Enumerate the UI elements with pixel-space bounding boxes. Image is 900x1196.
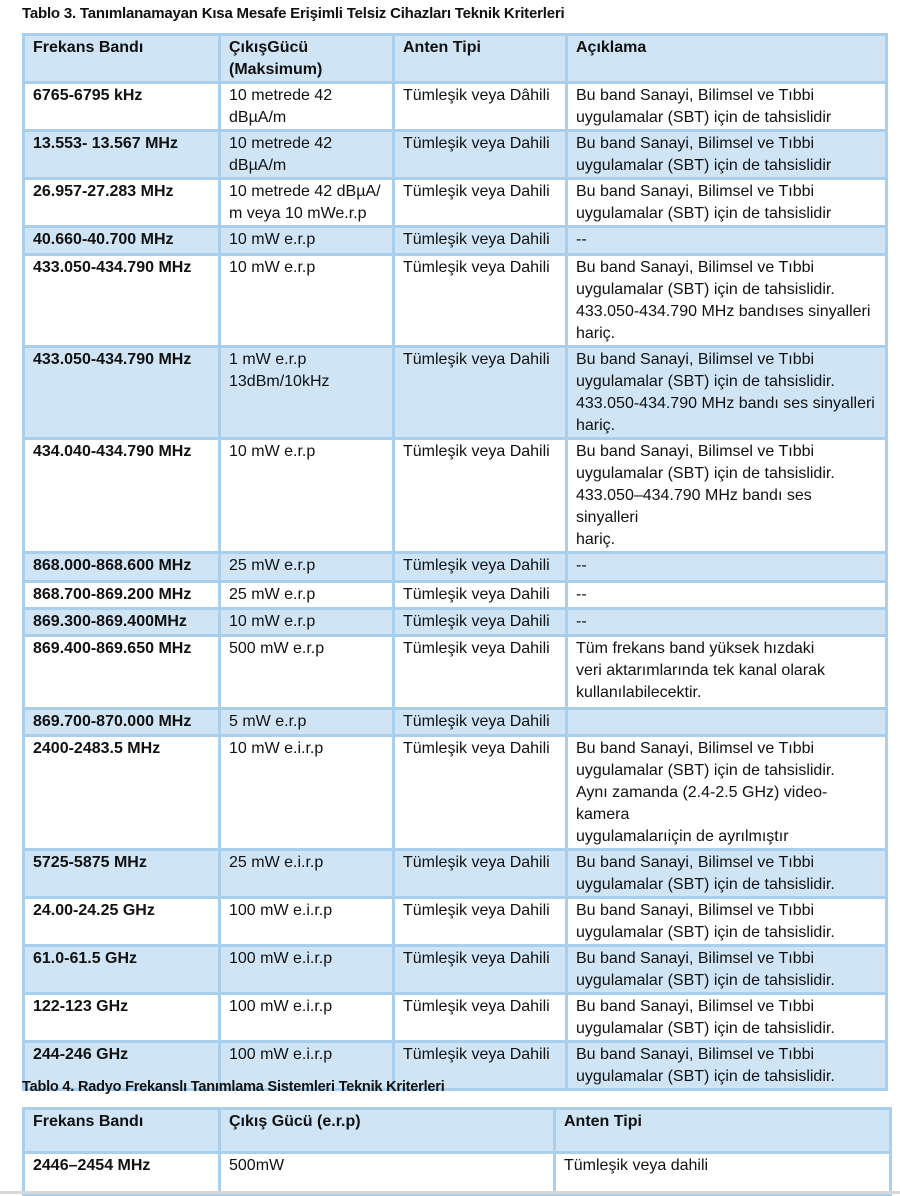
table4-title: Tablo 4. Radyo Frekanslı Tanımlama Sistemleri Teknik Kriterleri — [22, 1079, 445, 1095]
cell-frequency-band: Frekans Bandı — [24, 35, 220, 83]
cell-output-power: 5 mW e.r.p — [220, 709, 394, 736]
cell-frequency-band: 869.400-869.650 MHz — [24, 636, 220, 709]
cell-output-power: 10 mW e.r.p — [220, 255, 394, 347]
cell-frequency-band: 434.040-434.790 MHz — [24, 439, 220, 553]
cell-frequency-band: 869.300-869.400MHz — [24, 609, 220, 636]
table-row — [24, 347, 887, 439]
cell-output-power: 25 mW e.i.r.p — [220, 850, 394, 898]
cell-antenna-type: Tümleşik veya Dahili — [394, 994, 567, 1042]
cell-antenna-type: Anten Tipi — [555, 1109, 891, 1153]
cell-antenna-type: Tümleşik veya Dahili — [394, 347, 567, 439]
cell-description: Bu band Sanayi, Bilimsel ve Tıbbi uygulamalar (SBT) için de tahsislidir. 433.050–434.790 MHz bandı ses sinyalleri hariç. — [567, 439, 887, 553]
table-row — [24, 1153, 891, 1195]
table-row — [24, 553, 887, 582]
table3-title: Tablo 3. Tanımlanamayan Kısa Mesafe Erişimli Telsiz Cihazları Teknik Kriterleri — [22, 5, 565, 22]
cell-description: Bu band Sanayi, Bilimsel ve Tıbbi uygulamalar (SBT) için de tahsislidir. — [567, 898, 887, 946]
header-row — [24, 35, 887, 83]
cell-antenna-type: Tümleşik veya Dahili — [394, 636, 567, 709]
cell-description: Tüm frekans band yüksek hızdaki veri aktarımlarında tek kanal olarak kullanılabilecektir. — [567, 636, 887, 709]
cell-antenna-type: Tümleşik veya Dahili — [394, 709, 567, 736]
cell-description: Bu band Sanayi, Bilimsel ve Tıbbi uygulamalar (SBT) için de tahsislidir — [567, 131, 887, 179]
cell-antenna-type: Tümleşik veya Dahili — [394, 736, 567, 850]
cell-frequency-band: 5725-5875 MHz — [24, 850, 220, 898]
cell-frequency-band: 6765-6795 kHz — [24, 83, 220, 131]
cell-frequency-band: 868.000-868.600 MHz — [24, 553, 220, 582]
table-row — [24, 227, 887, 255]
cell-output-power: 100 mW e.i.r.p — [220, 898, 394, 946]
cell-antenna-type: Anten Tipi — [394, 35, 567, 83]
page-bottom-divider — [0, 1191, 900, 1194]
cell-antenna-type: Tümleşik veya Dahili — [394, 255, 567, 347]
cell-antenna-type: Tümleşik veya Dahili — [394, 1042, 567, 1090]
table-row — [24, 709, 887, 736]
cell-output-power: ÇıkışGücü (Maksimum) — [220, 35, 394, 83]
table-row — [24, 179, 887, 227]
cell-frequency-band: Frekans Bandı — [24, 1109, 220, 1153]
cell-frequency-band: 244-246 GHz — [24, 1042, 220, 1090]
table-row — [24, 609, 887, 636]
cell-output-power: 10 mW e.i.r.p — [220, 736, 394, 850]
cell-description: Bu band Sanayi, Bilimsel ve Tıbbi uygulamalar (SBT) için de tahsislidir. Aynı zamanda (2.4-2.5 GHz) video-kamera uygulamalarıiçin de ayrılmıştır — [567, 736, 887, 850]
cell-description: Bu band Sanayi, Bilimsel ve Tıbbi uygulamalar (SBT) için de tahsislidir. 433.050-434.790 MHz bandı ses sinyalleri hariç. — [567, 347, 887, 439]
cell-description: -- — [567, 582, 887, 609]
cell-description: Açıklama — [567, 35, 887, 83]
table-row — [24, 582, 887, 609]
table-row — [24, 83, 887, 131]
cell-description: -- — [567, 227, 887, 255]
cell-frequency-band: 868.700-869.200 MHz — [24, 582, 220, 609]
cell-output-power: 500 mW e.r.p — [220, 636, 394, 709]
table-row — [24, 850, 887, 898]
cell-antenna-type: Tümleşik veya Dahili — [394, 553, 567, 582]
cell-output-power: 25 mW e.r.p — [220, 553, 394, 582]
cell-antenna-type: Tümleşik veya Dahili — [394, 850, 567, 898]
cell-description: -- — [567, 553, 887, 582]
cell-description: Bu band Sanayi, Bilimsel ve Tıbbi uygulamalar (SBT) için de tahsislidir — [567, 179, 887, 227]
cell-description: Bu band Sanayi, Bilimsel ve Tıbbi uygulamalar (SBT) için de tahsislidir — [567, 83, 887, 131]
table-row — [24, 131, 887, 179]
cell-output-power: Çıkış Gücü (e.r.p) — [220, 1109, 555, 1153]
cell-antenna-type: Tümleşik veya Dahili — [394, 946, 567, 994]
cell-frequency-band: 61.0-61.5 GHz — [24, 946, 220, 994]
table-row — [24, 255, 887, 347]
header-row — [24, 1109, 891, 1153]
cell-antenna-type: Tümleşik veya Dahili — [394, 227, 567, 255]
cell-output-power: 100 mW e.i.r.p — [220, 946, 394, 994]
cell-output-power: 10 mW e.r.p — [220, 227, 394, 255]
cell-output-power: 10 metrede 42 dBµA/m — [220, 83, 394, 131]
cell-frequency-band: 433.050-434.790 MHz — [24, 347, 220, 439]
cell-frequency-band: 24.00-24.25 GHz — [24, 898, 220, 946]
cell-description: Bu band Sanayi, Bilimsel ve Tıbbi uygulamalar (SBT) için de tahsislidir. — [567, 946, 887, 994]
cell-description: Bu band Sanayi, Bilimsel ve Tıbbi uygulamalar (SBT) için de tahsislidir. — [567, 994, 887, 1042]
table-row — [24, 946, 887, 994]
cell-output-power: 1 mW e.r.p 13dBm/10kHz — [220, 347, 394, 439]
table4-rfid-systems — [22, 1107, 892, 1196]
cell-frequency-band: 13.553- 13.567 MHz — [24, 131, 220, 179]
cell-output-power: 25 mW e.r.p — [220, 582, 394, 609]
cell-antenna-type: Tümleşik veya dahili — [555, 1153, 891, 1195]
cell-frequency-band: 122-123 GHz — [24, 994, 220, 1042]
cell-output-power: 100 mW e.i.r.p — [220, 994, 394, 1042]
cell-antenna-type: Tümleşik veya Dahili — [394, 898, 567, 946]
table-row — [24, 898, 887, 946]
table-row — [24, 636, 887, 709]
cell-frequency-band: 26.957-27.283 MHz — [24, 179, 220, 227]
table-row — [24, 994, 887, 1042]
cell-antenna-type: Tümleşik veya Dâhili — [394, 83, 567, 131]
cell-antenna-type: Tümleşik veya Dahili — [394, 179, 567, 227]
cell-frequency-band: 869.700-870.000 MHz — [24, 709, 220, 736]
table-row — [24, 439, 887, 553]
cell-output-power: 10 metrede 42 dBµA/ m veya 10 mWe.r.p — [220, 179, 394, 227]
cell-antenna-type: Tümleşik veya Dahili — [394, 131, 567, 179]
cell-description: Bu band Sanayi, Bilimsel ve Tıbbi uygulamalar (SBT) için de tahsislidir. — [567, 1042, 887, 1090]
cell-antenna-type: Tümleşik veya Dahili — [394, 609, 567, 636]
cell-description — [567, 709, 887, 736]
cell-output-power: 500mW — [220, 1153, 555, 1195]
cell-output-power: 10 mW e.r.p — [220, 609, 394, 636]
cell-antenna-type: Tümleşik veya Dahili — [394, 582, 567, 609]
cell-description: -- — [567, 609, 887, 636]
cell-output-power: 100 mW e.i.r.p — [220, 1042, 394, 1090]
cell-frequency-band: 2446–2454 MHz — [24, 1153, 220, 1195]
cell-antenna-type: Tümleşik veya Dahili — [394, 439, 567, 553]
table3-short-range-devices — [22, 33, 888, 1091]
cell-frequency-band: 433.050-434.790 MHz — [24, 255, 220, 347]
table-row — [24, 736, 887, 850]
cell-frequency-band: 2400-2483.5 MHz — [24, 736, 220, 850]
cell-description: Bu band Sanayi, Bilimsel ve Tıbbi uygulamalar (SBT) için de tahsislidir. — [567, 850, 887, 898]
cell-description: Bu band Sanayi, Bilimsel ve Tıbbi uygulamalar (SBT) için de tahsislidir. 433.050-434.790 MHz bandıses sinyalleri hariç. — [567, 255, 887, 347]
cell-output-power: 10 mW e.r.p — [220, 439, 394, 553]
cell-output-power: 10 metrede 42 dBµA/m — [220, 131, 394, 179]
cell-frequency-band: 40.660-40.700 MHz — [24, 227, 220, 255]
